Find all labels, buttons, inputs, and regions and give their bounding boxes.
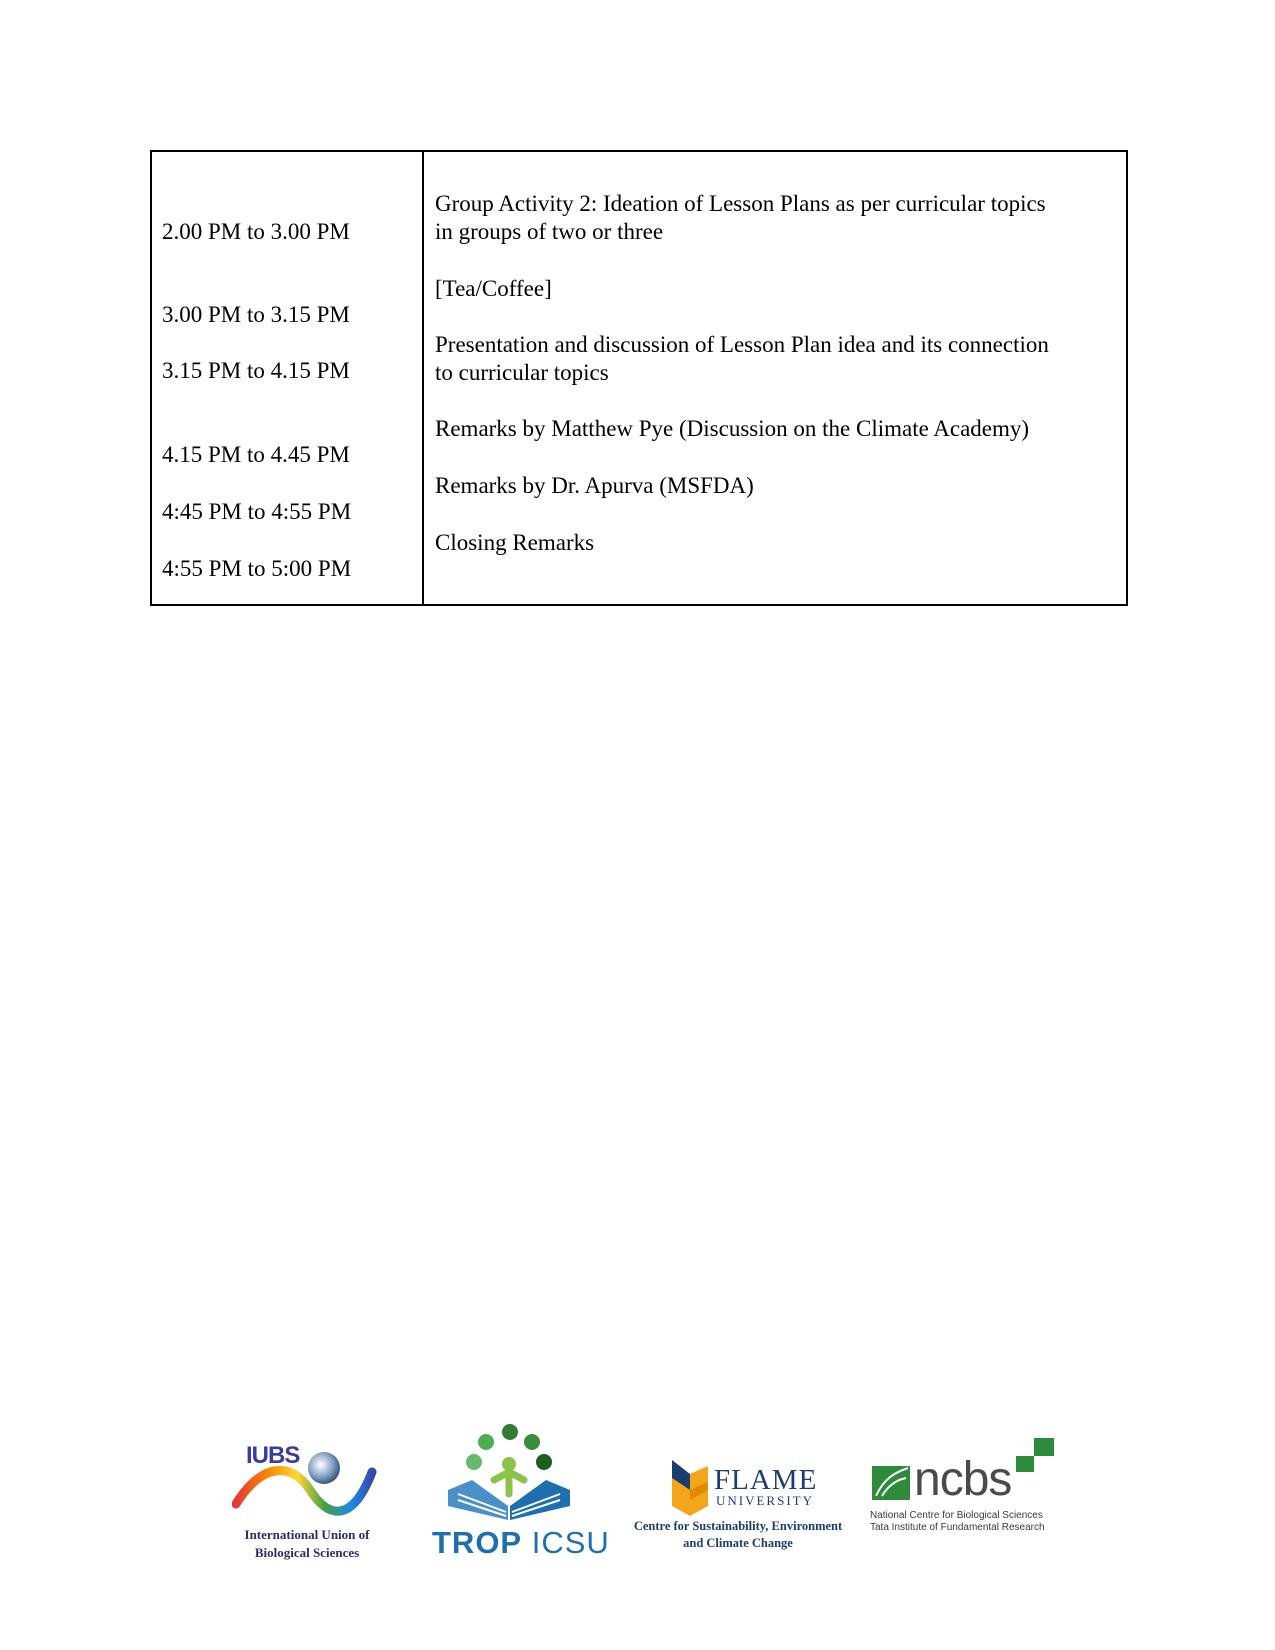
trop-icsu-wordmark: TROP ICSU <box>432 1525 610 1560</box>
activity-line: in groups of two or three <box>435 219 664 244</box>
time-slot: 4:45 PM to 4:55 PM <box>162 499 352 524</box>
time-slot: 3.15 PM to 4.15 PM <box>162 358 350 383</box>
partner-logos <box>0 1420 1275 1570</box>
open-book-icon <box>428 1420 603 1525</box>
iubs-logo <box>232 1442 382 1562</box>
ncbs-caption: National Centre for Biological Sciences Tata Institute of Fundamental Research <box>870 1510 1045 1533</box>
column-divider <box>422 152 424 604</box>
activity-line: Presentation and discussion of Lesson Plan idea and its connection <box>435 332 1049 357</box>
agenda-table <box>150 150 1128 606</box>
activity-line: Remarks by Dr. Apurva (MSFDA) <box>435 473 754 498</box>
flame-wordmark: FLAME <box>714 1464 818 1496</box>
activity-line: [Tea/Coffee] <box>435 276 552 301</box>
flame-subtitle: UNIVERSITY <box>716 1493 814 1508</box>
trop-icsu-logo <box>428 1420 610 1570</box>
flame-emblem-icon <box>670 1460 710 1516</box>
flame-university-logo <box>628 1460 848 1560</box>
iubs-caption: International Union of Biological Sciences <box>244 1527 370 1560</box>
activity-line: Group Activity 2: Ideation of Lesson Plans as per curricular topics <box>435 191 1046 216</box>
ncbs-logo <box>870 1438 1060 1548</box>
activity-line: Closing Remarks <box>435 530 595 555</box>
time-slot: 3.00 PM to 3.15 PM <box>162 302 350 327</box>
time-slot: 4.15 PM to 4.45 PM <box>162 442 350 467</box>
iubs-wordmark: IUBS <box>246 1442 300 1469</box>
time-slot: 4:55 PM to 5:00 PM <box>162 556 352 581</box>
ncbs-wordmark: ncbs <box>914 1453 1012 1506</box>
activity-line: Remarks by Matthew Pye (Discussion on the Climate Academy) <box>435 416 1030 441</box>
activity-line: to curricular topics <box>435 360 609 385</box>
flame-caption: Centre for Sustainability, Environment and Climate Change <box>633 1519 843 1550</box>
time-slot: 2.00 PM to 3.00 PM <box>162 219 350 244</box>
